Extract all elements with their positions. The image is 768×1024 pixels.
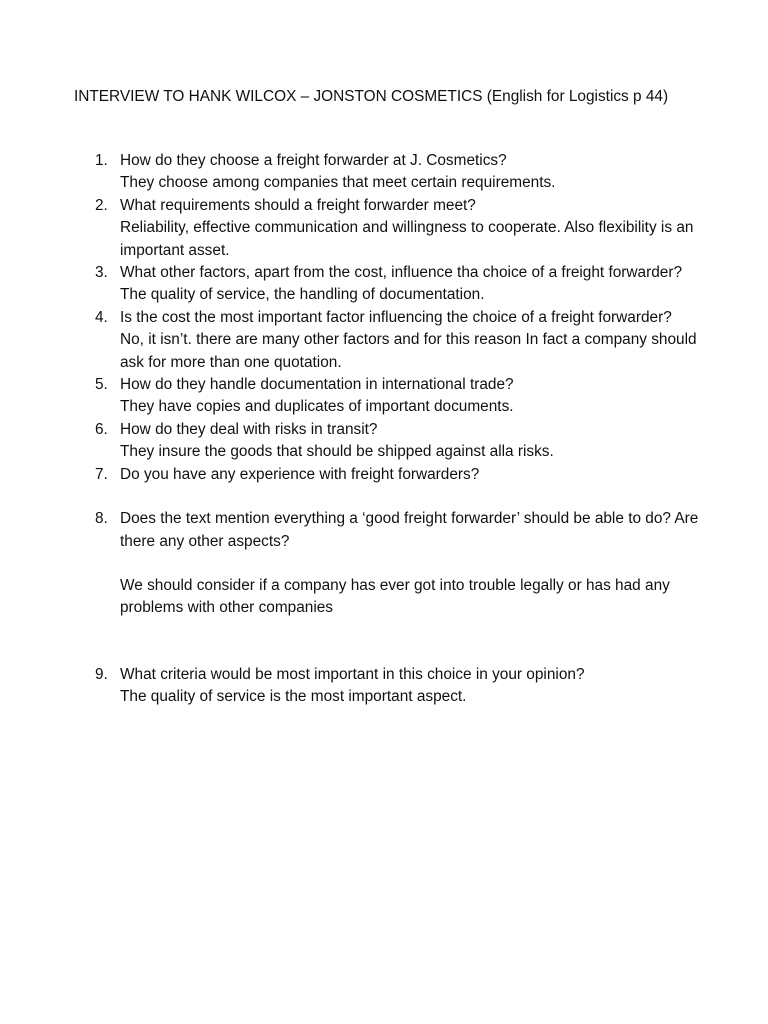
item-number: 5. [95,376,108,394]
qa-item-9 [0,664,700,709]
document-title: INTERVIEW TO HANK WILCOX – JONSTON COSMETICS (English for Logistics p 44) [74,88,669,105]
answer-text: They choose among companies that meet certain requirements. [120,174,556,192]
item-number: 6. [95,420,108,438]
answer-text: We should consider if a company has ever got into trouble legally or has had any problems with other companies [120,576,670,617]
qa-item-4 [0,307,700,374]
item-number: 3. [95,264,108,282]
qa-item-1 [0,150,700,195]
answer-text: Reliability, effective communication and willingness to cooperate. Also flexibility is an important asset. [120,219,694,259]
answer-text: No, it isn’t. there are many other factors and for this reason In fact a company should ask for more than one quotation. [120,331,697,371]
qa-item-3 [0,262,700,307]
question-text: What criteria would be most important in this choice in your opinion? [120,665,585,683]
question-text: What other factors, apart from the cost, influence tha choice of a freight forwarder? [120,264,683,282]
answer-text: The quality of service is the most important aspect. [120,688,467,706]
item-number: 1. [95,152,108,169]
question-text: How do they deal with risks in transit? [120,420,378,438]
item-number: 9. [95,665,108,683]
question-text: How do they choose a freight forwarder at J. Cosmetics? [120,152,507,169]
question-text: Is the cost the most important factor influencing the choice of a freight forwarder? [120,308,672,326]
answer-text: The quality of service, the handling of documentation. [120,286,485,304]
item-number: 8. [95,510,108,528]
question-text: What requirements should a freight forwarder meet? [120,196,476,214]
question-text: Does the text mention everything a ‘good freight forwarder’ should be able to do? Are there any other aspects? [120,510,699,550]
qa-item-2 [0,195,700,262]
question-text: Do you have any experience with freight forwarders? [120,465,480,483]
item-number: 7. [95,465,108,483]
qa-item-5 [0,374,700,419]
item-number: 2. [95,196,108,214]
qa-item-6 [0,419,700,464]
qa-list [0,150,768,709]
question-text: How do they handle documentation in international trade? [120,376,514,394]
qa-item-7 [0,464,700,486]
answer-text: They have copies and duplicates of important documents. [120,398,514,416]
item-number: 4. [95,308,108,326]
answer-text: They insure the goods that should be shipped against alla risks. [120,443,554,461]
qa-item-8 [0,508,700,620]
